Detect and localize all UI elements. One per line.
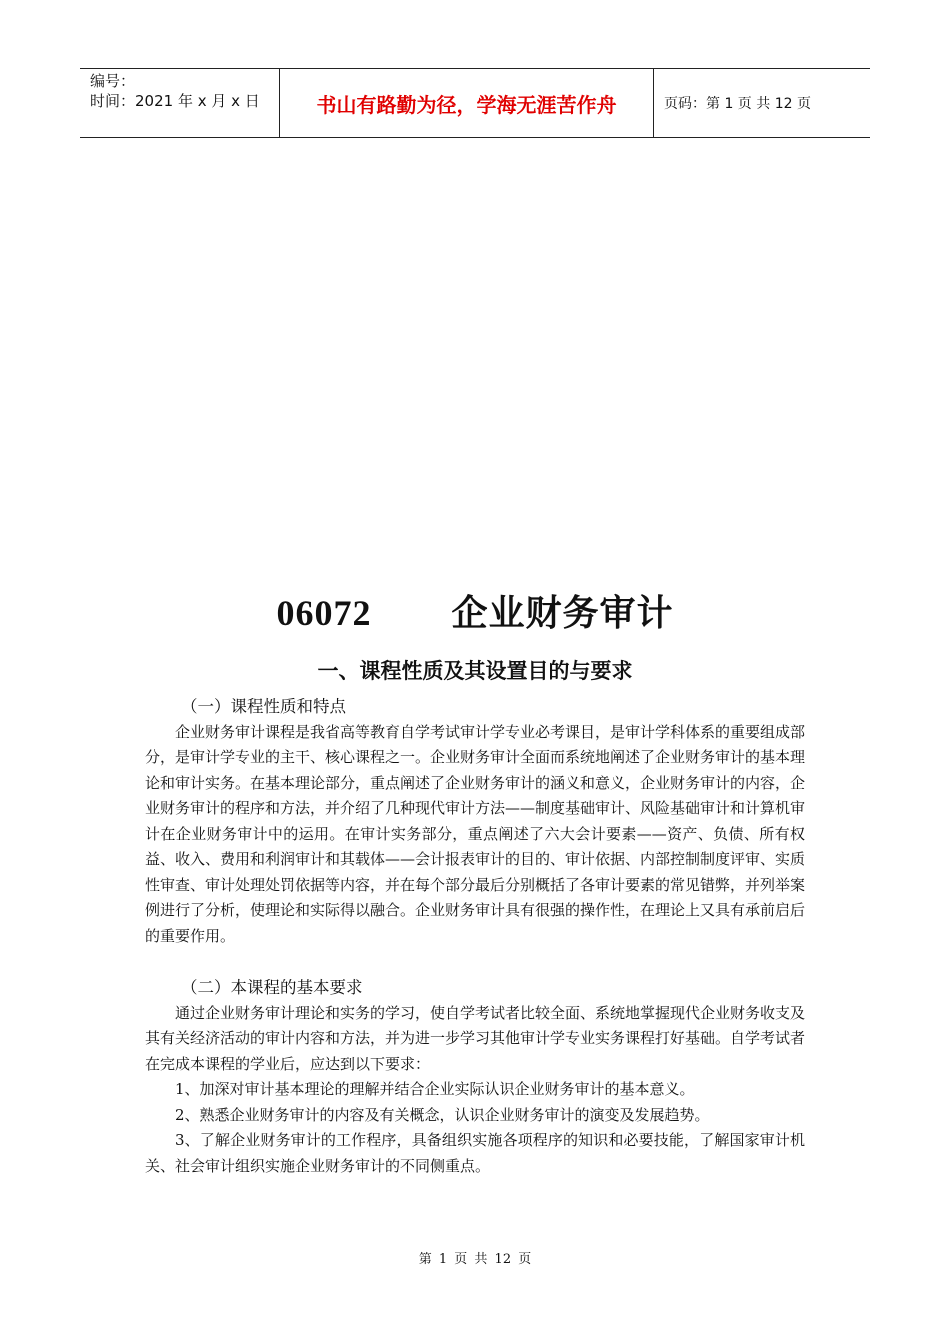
course-code: 06072 (276, 593, 372, 633)
subsection-heading-nature: （一）课程性质和特点 (181, 697, 346, 716)
header-meta (80, 69, 280, 137)
time-label: 时间：2021 年 x 月 x 日 (90, 92, 260, 110)
section-body (145, 694, 805, 1179)
page-header (80, 68, 870, 138)
header-page-info: 页码：第 1 页 共 12 页 (664, 96, 811, 112)
list-item: 1、加深对审计基本理论的理解并结合企业实际认识企业财务审计的基本意义。 (175, 1080, 695, 1098)
page-footer: 第 1 页 共 12 页 (418, 1252, 532, 1267)
list-item: 3、了解企业财务审计的工作程序，具备组织实施各项程序的知识和必要技能，了解国家审计机关、社会审计组织实施企业财务审计的不同侧重点。 (145, 1131, 805, 1175)
document-title (0, 585, 950, 636)
paragraph-requirements: 通过企业财务审计理论和实务的学习，使自学考试者比较全面、系统地掌握现代企业财务收支及其有关经济活动的审计内容和方法，并为进一步学习其他审计学专业实务课程打好基础。自学考试者在完成本课程的学业后，应达到以下要求： (145, 1003, 806, 1073)
header-motto: 书山有路勤为径，学海无涯苦作舟 (280, 69, 654, 137)
section-heading: 一、课程性质及其设置目的与要求 (317, 659, 633, 683)
code-label: 编号： (90, 72, 136, 90)
paragraph-nature: 企业财务审计课程是我省高等教育自学考试审计学专业必考课目，是审计学科体系的重要组成部分，是审计学专业的主干、核心课程之一。企业财务审计全面而系统地阐述了企业财务审计的基本理论和审计实务。在基本理论部分，重点阐述了企业财务审计的涵义和意义，企业财务审计的内容，企业财务审计的程序和方法，并介绍了几种现代审计方法——制度基础审计、风险基础审计和计算机审计在企业财务审计中的运用。在审计实务部分，重点阐述了六大会计要素——资产、负债、所有权益、收入、费用和利润审计和其载体——会计报表审计的目的、审计依据、内部控制制度评审、实质性审查、审计处理处罚依据等内容，并在每个部分最后分别概括了各审计要素的常见错弊，并列举案例进行了分析，使理论和实际得以融合。企业财务审计具有很强的操作性，在理论上又具有承前启后的重要作用。 (145, 722, 806, 945)
list-item: 2、熟悉企业财务审计的内容及有关概念，认识企业财务审计的演变及发展趋势。 (175, 1105, 710, 1124)
subsection-heading-requirements: （二）本课程的基本要求 (181, 978, 363, 997)
course-name: 企业财务审计 (451, 593, 674, 634)
